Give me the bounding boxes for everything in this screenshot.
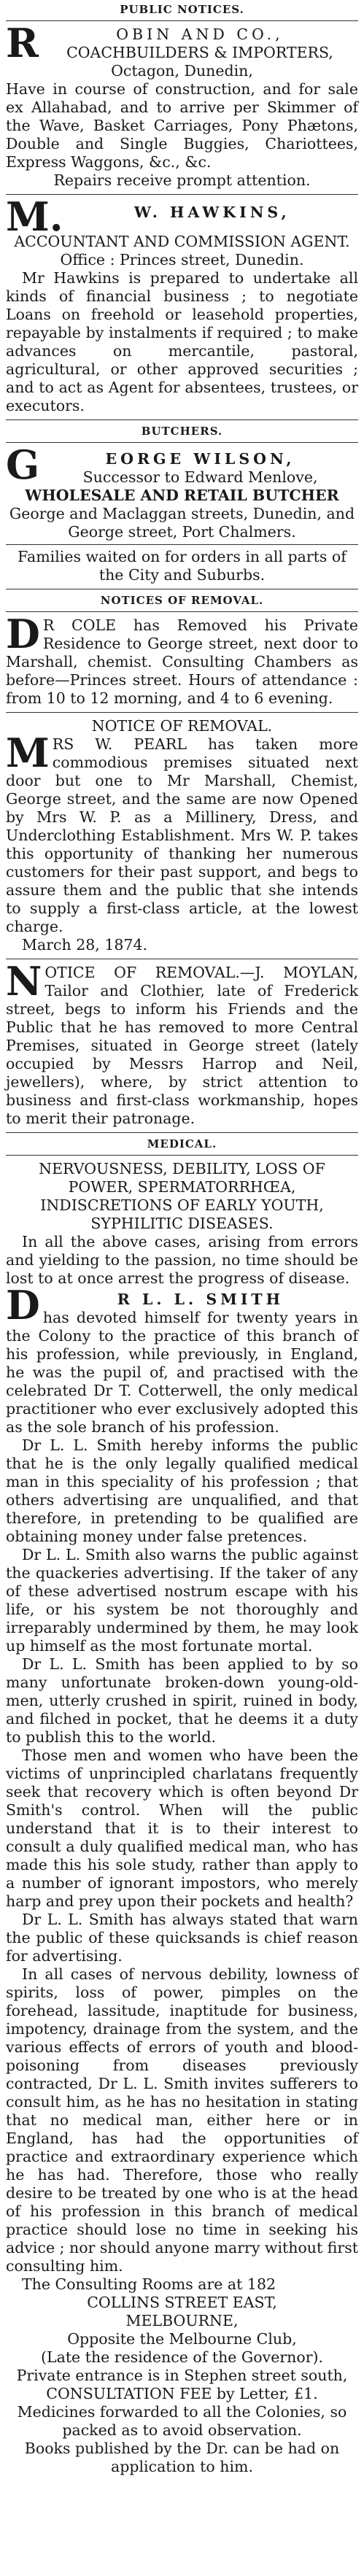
ad-smith-headline: NERVOUSNESS, DEBILITY, LOSS OF POWER, SPERMATORRHŒA, INDISCRETIONS OF EARLY YOUTH, SYPHILITIC DISEASES. bbox=[39, 1160, 325, 1232]
ad-hawkins-office: Office : Princes street, Dunedin. bbox=[60, 251, 304, 268]
ad-smith-p1: In all the above cases, arising from errors and yielding to the passion, no time should be lost to at once arrest the progress of disease. bbox=[6, 1233, 358, 1287]
ad-george-wilson bbox=[6, 441, 358, 584]
divider bbox=[6, 611, 358, 612]
ad-hawkins bbox=[6, 193, 358, 415]
ad-pearl-body: RS W. PEARL has taken more commodious premises situated next door but one to Mr Marshall, Chemist, George street, and the same are now Opened by Mrs W. P. as a Millinery, Dress, and Underclothing Establishment. Mrs W. P. takes this opportunity of thanking her numerous customers for their past support, and begs to assure them and the public that she intends to supply a first-class article, at the lowest charge. bbox=[6, 735, 358, 935]
ad-smith-addr4: (Late the residence of the Governor). bbox=[40, 2348, 324, 2366]
ad-smith-p6: Those men and women who have been the victims of unprincipled charlatans frequently seek that recovery which is often beyond Dr Smith's control. When will the public understand that it is to their interest to consult a duly qualified medical man, who has made this his sole study, rather than apply to a number of ignorant impostors, who merely harp and prey upon their pockets and health? bbox=[6, 1747, 358, 1910]
ad-robin-repairs: Repairs receive prompt attention. bbox=[53, 171, 311, 189]
dropcap-letter: G bbox=[6, 441, 40, 488]
ad-moylan bbox=[6, 958, 358, 1128]
ad-moylan-body: OTICE OF REMOVAL.—J. MOYLAN, Tailor and Clothier, late of Frederick street, begs to inform his Friends and the Public that he has removed to more Central Premises, situated in George street (lately occupied by Messrs Harrop and Neil, jewellers), where, by strict attention to business and first-class workmanship, hopes to merit their patronage. bbox=[6, 964, 358, 1127]
divider bbox=[6, 1132, 358, 1133]
dropcap-letter: M. bbox=[6, 193, 63, 240]
ad-wilson-name: EORGE WILSON, bbox=[105, 450, 295, 468]
ad-smith-addr1: COLLINS STREET EAST, bbox=[87, 2294, 277, 2311]
dropcap-letter: N bbox=[6, 958, 42, 1005]
ad-smith-p4: Dr L. L. Smith also warns the public against the quackeries advertising. If the taker of any of these advertised nostrum escape with his life, or his system be not thoroughly and irreparably undermined by them, he may look up himself as the most fortunate mortal. bbox=[6, 1546, 358, 1655]
ad-smith-p9: The Consulting Rooms are at 182 bbox=[22, 2275, 276, 2293]
ad-wilson-address: George and Maclaggan streets, Dunedin, and George street, Port Chalmers. bbox=[9, 505, 355, 541]
ad-robin-body: Have in course of construction, and for sale ex Allahabad, and to arrive per Skimmer of the Wave, Basket Carriages, Pony Phætons, Double and Single Buggies, Chariottees, Express Waggons, &c., &c. bbox=[6, 80, 358, 171]
ad-smith-entrance: Private entrance is in Stephen street south, bbox=[16, 2367, 348, 2384]
ad-wilson-trade: WHOLESALE AND RETAIL BUTCHER bbox=[25, 487, 339, 504]
ad-pearl-date: March 28, 1874. bbox=[22, 936, 148, 954]
ad-smith-medicines: Medicines forwarded to all the Colonies, so packed as to avoid observation. bbox=[17, 2403, 347, 2439]
ad-smith-books: Books published by the Dr. can be had on application to him. bbox=[24, 2440, 340, 2475]
divider bbox=[6, 712, 358, 713]
section-heading-medical: MEDICAL. bbox=[147, 1137, 217, 1150]
dropcap-letter: M bbox=[6, 730, 50, 776]
ad-dr-smith bbox=[6, 1160, 358, 2476]
ad-smith-addr3: Opposite the Melbourne Club, bbox=[67, 2330, 297, 2348]
ad-smith-fee: CONSULTATION FEE by Letter, £1. bbox=[46, 2385, 318, 2402]
ad-pearl-title: NOTICE OF REMOVAL. bbox=[91, 717, 273, 735]
dropcap-letter: D bbox=[6, 1282, 40, 1328]
section-heading-notices-of-removal: NOTICES OF REMOVAL. bbox=[100, 594, 264, 607]
divider bbox=[6, 1155, 358, 1156]
ad-smith-addr2: MELBOURNE, bbox=[125, 2312, 239, 2329]
divider bbox=[6, 419, 358, 420]
ad-hawkins-name: W. HAWKINS, bbox=[133, 204, 290, 221]
ad-hawkins-title: ACCOUNTANT AND COMMISSION AGENT. bbox=[14, 233, 350, 250]
ad-mrs-pearl bbox=[6, 717, 358, 954]
ad-smith-p7: Dr L. L. Smith has always stated that warn the public of these quicksands is chief reason for advertising. bbox=[6, 1911, 358, 1965]
ad-smith-p8: In all cases of nervous debility, lowness of spirits, loss of power, pimples on the forehead, lassitude, inaptitude for business, impotency, drainage from the system, and the various effects of errors of youth and blood-poisoning from diseases previously contracted, Dr L. L. Smith invites sufferers to consult him, as he has no hesitation in stating that no medical man, either here or in England, has had the opportunities of practice and extraordinary experience which he has had. Therefore, those who really desire to be treated by one who is at the head of his profession in this branch of medical practice should lose no time in seeking his advice ; nor should anyone marry without first consulting him. bbox=[6, 1965, 358, 2275]
ad-smith-p3: Dr L. L. Smith hereby informs the public that he is the only legally qualified medical man in this speciality of his profession ; that others advertising are unqualified, and that therefore, in pretending to be qualified are obtaining money under false pretences. bbox=[6, 1436, 358, 1545]
ad-cole-body: R COLE has Removed his Private Residence to George street, next door to Marshall, chemist. Consulting Chambers as before—Princes street. Hours of attendance : from 10 to 12 morning, and 4 to 6 evening. bbox=[6, 616, 358, 707]
section-heading-public-notices: PUBLIC NOTICES. bbox=[120, 3, 244, 16]
ad-hawkins-body: Mr Hawkins is prepared to undertake all kinds of financial business ; to negotiate Loans on freehold or leasehold properties, repayable by instalments if required ; to make advances on mercantile, pastoral, agricultural, or other approved securities ; and to act as Agent for absentees, trustees, or executors. bbox=[6, 269, 358, 414]
ad-robin-line2: COACHBUILDERS & IMPORTERS, bbox=[66, 44, 333, 61]
dropcap-letter: D bbox=[6, 611, 40, 657]
divider bbox=[6, 442, 358, 443]
ad-robin-line3: Octagon, Dunedin, bbox=[111, 62, 253, 80]
ad-wilson-families: Families waited on for orders in all parts of the City and Suburbs. bbox=[18, 548, 346, 584]
ad-dr-cole bbox=[6, 611, 358, 708]
ad-robin-and-co bbox=[6, 20, 358, 190]
divider bbox=[6, 20, 358, 21]
ad-smith-p5: Dr L. L. Smith has been applied to by so many unfortunate broken-down young-old-men, utterly crushed in spirit, ruined in body, and filched in pocket, that he deems it a duty to publish this to the world. bbox=[6, 1655, 358, 1746]
ad-smith-p2: has devoted himself for twenty years in the Colony to the practice of this branch of his profession, while previously, in England, he was the pupil of, and practised with the celebrated Dr T. Cotterwell, the only medical practitioner who ever exclusively adopted this as the sole branch of his profession. bbox=[6, 1309, 358, 1436]
ad-wilson-successor: Successor to Edward Menlove, bbox=[82, 468, 318, 486]
ad-robin-line1: OBIN AND CO., bbox=[116, 26, 284, 43]
section-heading-butchers: BUTCHERS. bbox=[141, 425, 223, 438]
ad-smith-name: R L. L. SMITH bbox=[117, 1291, 284, 1308]
dropcap-letter: R bbox=[6, 20, 39, 66]
divider bbox=[6, 544, 358, 545]
advertisement-column bbox=[6, 0, 358, 2479]
